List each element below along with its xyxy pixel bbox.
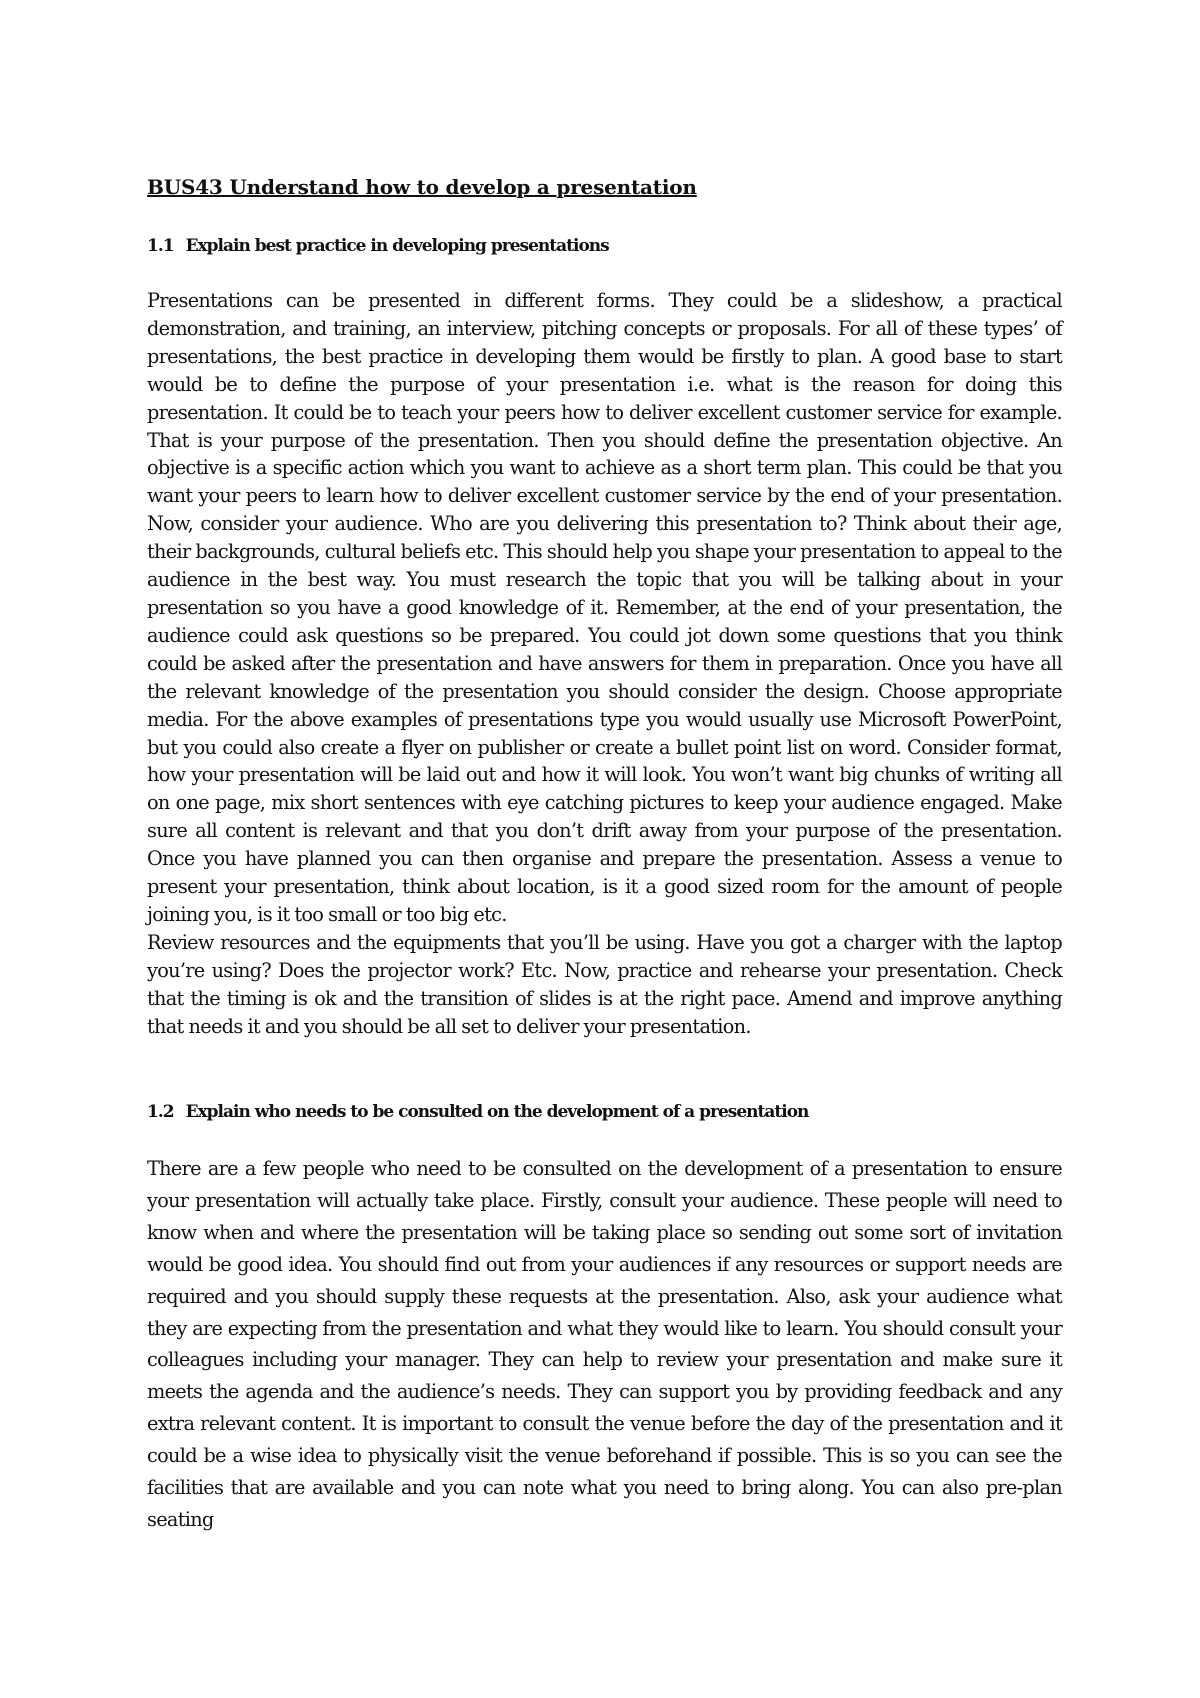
body-paragraph: Review resources and the equipments that you’ll be using. Have you got a charger with the laptop you’re using? Does the projector work? Etc. Now, practice and rehearse your presentation. Check that the timing is ok and the transition of slides is at the right pace. Amend and improve anything that needs it and you should be all set to deliver your presentation. [147, 930, 1062, 1038]
body-paragraph: There are a few people who need to be consulted on the development of a presentation to ensure your presentation will actually take place. Firstly, consult your audience. These people will need to know when and where the presentation will be taking place so sending out some sort of invitation would be good idea. You should find out from your audiences if any resources or support needs are required and you should supply these requests at the presentation. Also, ask your audience what they are expecting from the presentation and what they would like to learn. You should consult your colleagues including your manager. They can help to review your presentation and make sure it meets the agenda and the audience’s needs. They can support you by providing feedback and any extra relevant content. It is important to consult the venue before the day of the presentation and it could be a wise idea to physically visit the venue beforehand if possible. This is so you can see the facilities that are available and you can note what you need to bring along. You can also pre-plan seating [147, 1157, 1062, 1531]
section-number: 1.2 [147, 1102, 174, 1122]
document-title: BUS43 Understand how to develop a presentation [147, 175, 697, 199]
section-number: 1.1 [147, 236, 174, 256]
section-heading-1-1 [147, 234, 1067, 258]
section-heading-text: Explain who needs to be consulted on the development of a presentation [185, 1102, 809, 1122]
body-paragraph: Presentations can be presented in different forms. They could be a slideshow, a practical demonstration, and training, an interview, pitching concepts or proposals. For all of these types’ of presentations, the best practice in developing them would be firstly to plan. A good base to start would be to define the purpose of your presentation i.e. what is the reason for doing this presentation. It could be to teach your peers how to deliver excellent customer service for example. That is your purpose of the presentation. Then you should define the presentation objective. An objective is a specific action which you want to achieve as a short term plan. This could be that you want your peers to learn how to deliver excellent customer service by the end of your presentation. Now, consider your audience. Who are you delivering this presentation to? Think about their age, their backgrounds, cultural beliefs etc. This should help you shape your presentation to appeal to the audience in the best way. You must research the topic that you will be talking about in your presentation so you have a good knowledge of it. Remember, at the end of your presentation, the audience could ask questions so be prepared. You could jot down some questions that you think could be asked after the presentation and have answers for them in preparation. Once you have all the relevant knowledge of the presentation you should consider the design. Choose appropriate media. For the above examples of presentations type you would usually use Microsoft PowerPoint, but you could also create a flyer on publisher or create a bullet point list on word. Consider format, how your presentation will be laid out and how it will look. You won’t want big chunks of writing all on one page, mix short sentences with eye catching pictures to keep your audience engaged. Make sure all content is relevant and that you don’t drift away from your purpose of the presentation. Once you have planned you can then organise and prepare the presentation. Assess a venue to present your presentation, think about location, is it a good sized room for the amount of people joining you, is it too small or too big etc. [147, 289, 1062, 926]
section-heading-1-2 [147, 1100, 1067, 1124]
section-heading-text: Explain best practice in developing presentations [185, 236, 609, 256]
section-1-1-body [147, 287, 1062, 1040]
